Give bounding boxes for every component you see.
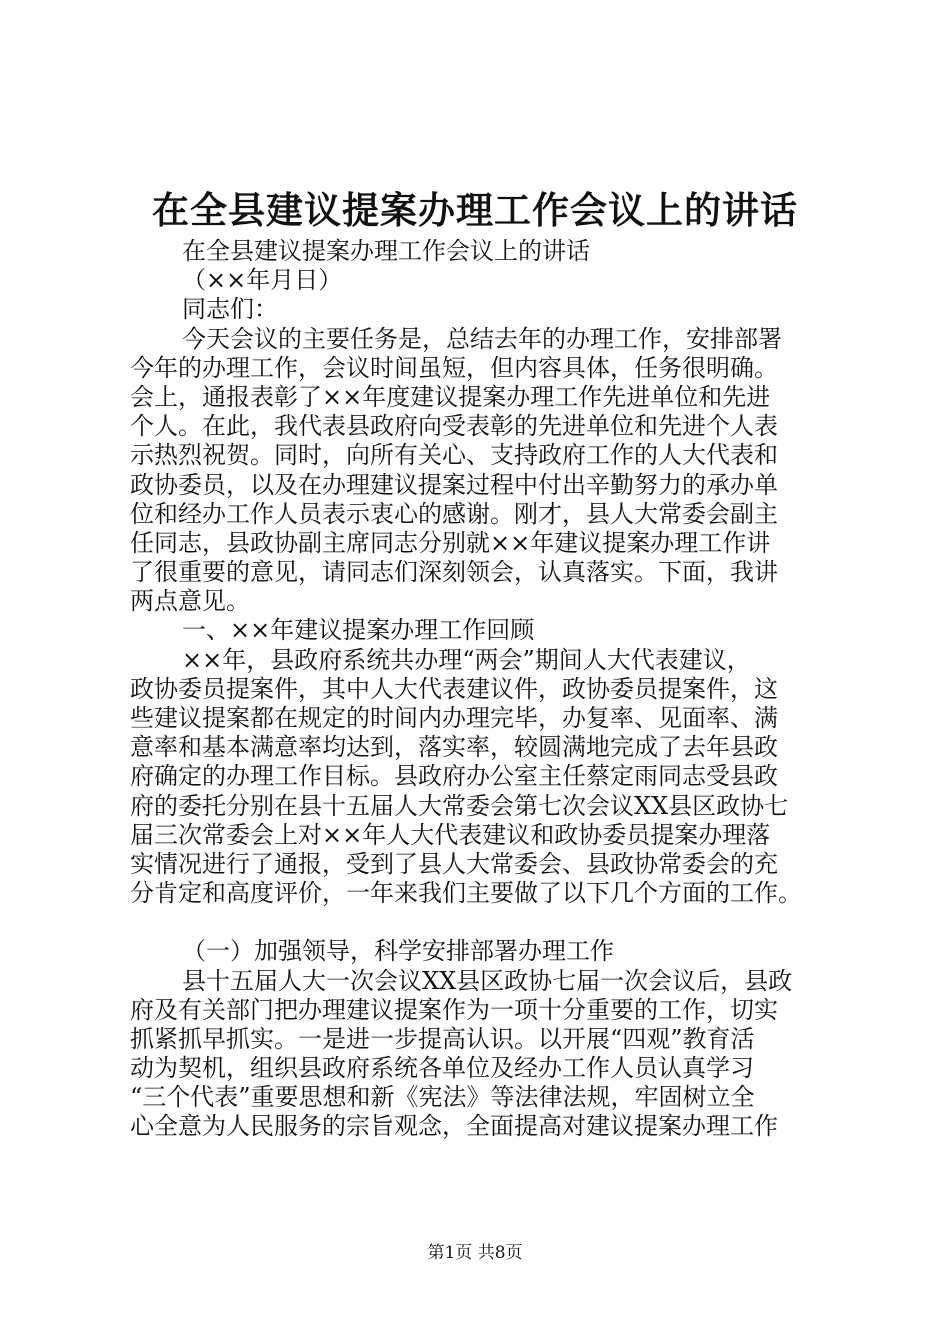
text-line: 政协委员，以及在办理建议提案过程中付出辛勤努力的承办单: [130, 470, 778, 499]
text-line: 个人。在此，我代表县政府向受表彰的先进单位和先进个人表: [130, 412, 778, 441]
text-line: 今年的办理工作，会议时间虽短，但内容具体，任务很明确。: [130, 353, 778, 382]
text-line: 两点意见。: [130, 587, 250, 616]
text-line: 心全意为人民服务的宗旨观念，全面提高对建议提案办理工作: [130, 1112, 778, 1141]
text-line: ××年，县政府系统共办理“两会”期间人大代表建议，: [182, 645, 751, 674]
text-line: （一）加强领导，科学安排部署办理工作: [182, 937, 614, 966]
text-line: 届三次常委会上对××年人大代表建议和政协委员提案办理落: [130, 820, 771, 849]
text-line: 县十五届人大一次会议XX县区政协七届一次会议后，县政: [182, 966, 793, 995]
paragraph-gap: [130, 908, 840, 937]
text-line: 抓紧抓早抓实。一是进一步提高认识。以开展“四观”教育活: [130, 1024, 755, 1053]
text-line: 实情况进行了通报，受到了县人大常委会、县政协常委会的充: [130, 849, 778, 878]
text-line: 了很重要的意见，请同志们深刻领会，认真落实。下面，我讲: [130, 558, 778, 587]
text-line: 分肯定和高度评价，一年来我们主要做了以下几个方面的工作。: [130, 879, 802, 908]
text-line: 政协委员提案件，其中人大代表建议件，政协委员提案件，这: [130, 674, 778, 703]
text-line: 动为契机，组织县政府系统各单位及经办工作人员认真学习: [130, 1054, 754, 1083]
text-line: 意率和基本满意率均达到，落实率，较圆满地完成了去年县政: [130, 733, 778, 762]
text-line: 一、××年建议提案办理工作回顾: [182, 616, 535, 645]
text-line: 会上，通报表彰了××年度建议提案办理工作先进单位和先进: [130, 382, 771, 411]
text-line: 在全县建议提案办理工作会议上的讲话: [182, 237, 590, 265]
text-line: 今天会议的主要任务是，总结去年的办理工作，安排部署: [182, 324, 782, 353]
text-line: 府及有关部门把办理建议提案作为一项十分重要的工作，切实: [130, 995, 778, 1024]
text-line: 府的委托分别在县十五届人大常委会第七次会议XX县区政协七: [130, 791, 789, 820]
text-line: 示热烈祝贺。同时，向所有关心、支持政府工作的人大代表和: [130, 441, 778, 470]
page-footer: 第1页 共8页: [427, 1243, 523, 1263]
document-body: [130, 237, 840, 1142]
text-line: “三个代表”重要思想和新《宪法》等法律法规，牢固树立全: [130, 1083, 755, 1112]
text-line: 同志们：: [182, 295, 278, 324]
text-line: 府确定的办理工作目标。县政府办公室主任蔡定雨同志受县政: [130, 762, 778, 791]
text-line: 任同志，县政协副主席同志分别就××年建议提案办理工作讲: [130, 528, 771, 557]
document-title: 在全县建议提案办理工作会议上的讲话: [152, 188, 798, 232]
text-line: 位和经办工作人员表示衷心的感谢。刚才，县人大常委会副主: [130, 499, 778, 528]
text-line: （××年月日）: [182, 266, 343, 295]
text-line: 些建议提案都在规定的时间内办理完毕，办复率、见面率、满: [130, 704, 778, 732]
